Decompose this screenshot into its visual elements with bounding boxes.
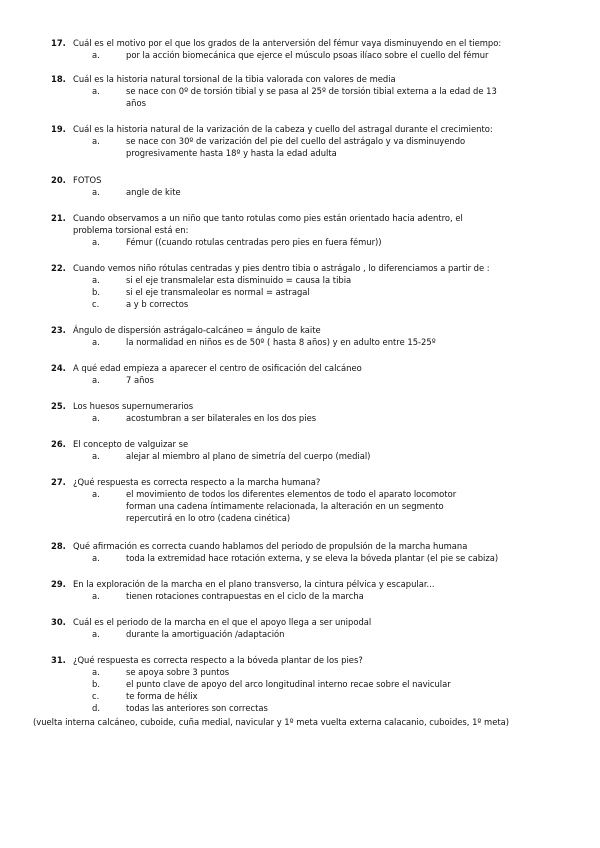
question-line [0, 324, 600, 336]
question-number: 21. [51, 213, 66, 223]
option-letter: a. [92, 187, 100, 197]
question-line [0, 438, 600, 450]
answer-option [0, 412, 600, 424]
question-text: Ángulo de dispersión astrágalo-calcáneo = ángulo de kaite [73, 325, 321, 335]
question-22 [0, 262, 600, 310]
answer-option [0, 590, 600, 602]
question-line [0, 262, 600, 274]
answer-option [0, 286, 600, 298]
option-letter: a. [92, 553, 100, 563]
option-text: forman una cadena íntimamente relacionada, la alteración en un segmento [126, 501, 444, 511]
question-text: Qué afirmación es correcta cuando hablamos del periodo de propulsión de la marcha humana [73, 541, 468, 551]
question-line [0, 400, 600, 412]
option-text: acostumbran a ser bilaterales en los dos pies [126, 413, 317, 423]
question-17 [0, 37, 600, 61]
answer-option [0, 450, 600, 462]
answer-option [0, 512, 600, 524]
question-line [0, 578, 600, 590]
option-letter: a. [92, 591, 100, 601]
option-letter: a. [92, 375, 100, 385]
question-28 [0, 540, 600, 564]
answer-option [0, 500, 600, 512]
answer-option [0, 186, 600, 198]
option-text: alejar al miembro al plano de simetría del cuerpo (medial) [126, 451, 371, 461]
question-number: 25. [51, 401, 66, 411]
option-text: durante la amortiguación /adaptación [126, 629, 285, 639]
answer-option [0, 374, 600, 386]
question-27 [0, 476, 600, 524]
question-text: En la exploración de la marcha en el plano transverso, la cintura pélvica y escapular... [73, 579, 435, 589]
question-19 [0, 123, 600, 159]
question-text: Cuál es la historia natural de la varización de la cabeza y cuello del astragal durante el crecimiento: [73, 124, 493, 134]
option-text: la normalidad en niños es de 50º ( hasta 8 años) y en adulto entre 15-25º [126, 337, 436, 347]
answer-option [0, 97, 600, 109]
answer-option [0, 666, 600, 678]
option-text: 7 años [126, 375, 154, 385]
option-letter: a. [92, 413, 100, 423]
answer-option [0, 488, 600, 500]
option-letter: a. [92, 451, 100, 461]
option-letter: a. [92, 136, 100, 146]
question-line [0, 362, 600, 374]
option-text: por la acción biomecánica que ejerce el músculo psoas ilíaco sobre el cuello del fémur [126, 50, 489, 60]
question-23 [0, 324, 600, 348]
option-letter: a. [92, 50, 100, 60]
option-text: progresivamente hasta 18º y hasta la edad adulta [126, 148, 337, 158]
option-letter: b. [92, 679, 100, 689]
question-number: 29. [51, 579, 66, 589]
option-letter: a. [92, 629, 100, 639]
option-text: todas las anteriores son correctas [126, 703, 268, 713]
answer-option [0, 236, 600, 248]
question-text: FOTOS [73, 175, 102, 185]
question-30 [0, 616, 600, 640]
question-text: ¿Qué respuesta es correcta respecto a la bóveda plantar de los pies? [73, 655, 363, 665]
question-number: 19. [51, 124, 66, 134]
answer-option [0, 552, 600, 564]
option-text: años [126, 98, 146, 108]
answer-option [0, 147, 600, 159]
answer-option [0, 85, 600, 97]
question-number: 31. [51, 655, 66, 665]
question-number: 18. [51, 74, 66, 84]
option-text: se nace con 0º de torsión tibial y se pasa al 25º de torsión tibial externa a la edad de 13 [126, 86, 497, 96]
option-text: el punto clave de apoyo del arco longitudinal interno recae sobre el navicular [126, 679, 451, 689]
question-number: 27. [51, 477, 66, 487]
option-letter: d. [92, 703, 100, 713]
answer-option [0, 678, 600, 690]
option-letter: a. [92, 337, 100, 347]
question-line [0, 476, 600, 488]
question-26 [0, 438, 600, 462]
question-24 [0, 362, 600, 386]
question-number: 24. [51, 363, 66, 373]
answer-option [0, 274, 600, 286]
option-letter: a. [92, 86, 100, 96]
option-letter: b. [92, 287, 100, 297]
option-text: te forma de hélix [126, 691, 198, 701]
question-20 [0, 174, 600, 198]
option-text: se apoya sobre 3 puntos [126, 667, 230, 677]
question-line [0, 212, 600, 224]
answer-option [0, 49, 600, 61]
question-line [0, 616, 600, 628]
option-text: a y b correctos [126, 299, 189, 309]
question-21 [0, 212, 600, 248]
option-letter: a. [92, 237, 100, 247]
question-text: ¿Qué respuesta es correcta respecto a la marcha humana? [73, 477, 321, 487]
answer-option [0, 628, 600, 640]
question-number: 30. [51, 617, 66, 627]
question-text: Los huesos supernumerarios [73, 401, 194, 411]
question-number: 20. [51, 175, 66, 185]
option-text: Fémur ((cuando rotulas centradas pero pies en fuera fémur)) [126, 237, 382, 247]
question-29 [0, 578, 600, 602]
question-text: El concepto de valguizar se [73, 439, 189, 449]
footnote: (vuelta interna calcáneo, cuboide, cuña medial, navicular y 1º meta vuelta externa calacanio, cuboides, 1º meta) [33, 717, 510, 727]
question-text: A qué edad empieza a aparecer el centro de osificación del calcáneo [73, 363, 362, 373]
option-letter: c. [92, 691, 100, 701]
option-text: si el eje transmalelar esta disminuido = causa la tibia [126, 275, 352, 285]
question-number: 17. [51, 38, 66, 48]
question-number: 28. [51, 541, 66, 551]
option-letter: a. [92, 667, 100, 677]
option-text: tienen rotaciones contrapuestas en el ciclo de la marcha [126, 591, 364, 601]
answer-option [0, 702, 600, 714]
question-18 [0, 73, 600, 109]
option-letter: a. [92, 275, 100, 285]
question-number: 22. [51, 263, 66, 273]
question-number: 26. [51, 439, 66, 449]
answer-option [0, 690, 600, 702]
option-text: el movimiento de todos los diferentes elementos de todo el aparato locomotor [126, 489, 457, 499]
question-31 [0, 654, 600, 714]
option-text: repercutirá en lo otro (cadena cinética) [126, 513, 291, 523]
option-text: se nace con 30º de varización del pie del cuello del astrágalo y va disminuyendo [126, 136, 466, 146]
option-letter: c. [92, 299, 100, 309]
question-text: Cuál es el motivo por el que los grados de la anterversión del fémur vaya disminuyendo en el tiempo: [73, 38, 502, 48]
question-line [0, 174, 600, 186]
question-line [0, 123, 600, 135]
question-line [0, 37, 600, 49]
option-text: angle de kite [126, 187, 181, 197]
answer-option [0, 135, 600, 147]
question-text: Cuando observamos a un niño que tanto rotulas como pies están orientado hacia adentro, el [73, 213, 463, 223]
option-text: si el eje transmaleolar es normal = astragal [126, 287, 310, 297]
answer-option [0, 298, 600, 310]
question-25 [0, 400, 600, 424]
question-text: Cuando vemos niño rótulas centradas y pies dentro tibia o astrágalo , lo diferenciamos a partir de : [73, 263, 490, 273]
question-line [0, 224, 600, 236]
question-line [0, 73, 600, 85]
option-text: toda la extremidad hace rotación externa, y se eleva la bóveda plantar (el pie se cabiza) [126, 553, 499, 563]
question-number: 23. [51, 325, 66, 335]
option-letter: a. [92, 489, 100, 499]
question-text: Cuál es la historia natural torsional de la tibia valorada con valores de media [73, 74, 396, 84]
question-text: problema torsional está en: [73, 225, 189, 235]
answer-option [0, 336, 600, 348]
question-text: Cuál es el periodo de la marcha en el que el apoyo llega a ser unipodal [73, 617, 372, 627]
question-line [0, 654, 600, 666]
question-line [0, 540, 600, 552]
